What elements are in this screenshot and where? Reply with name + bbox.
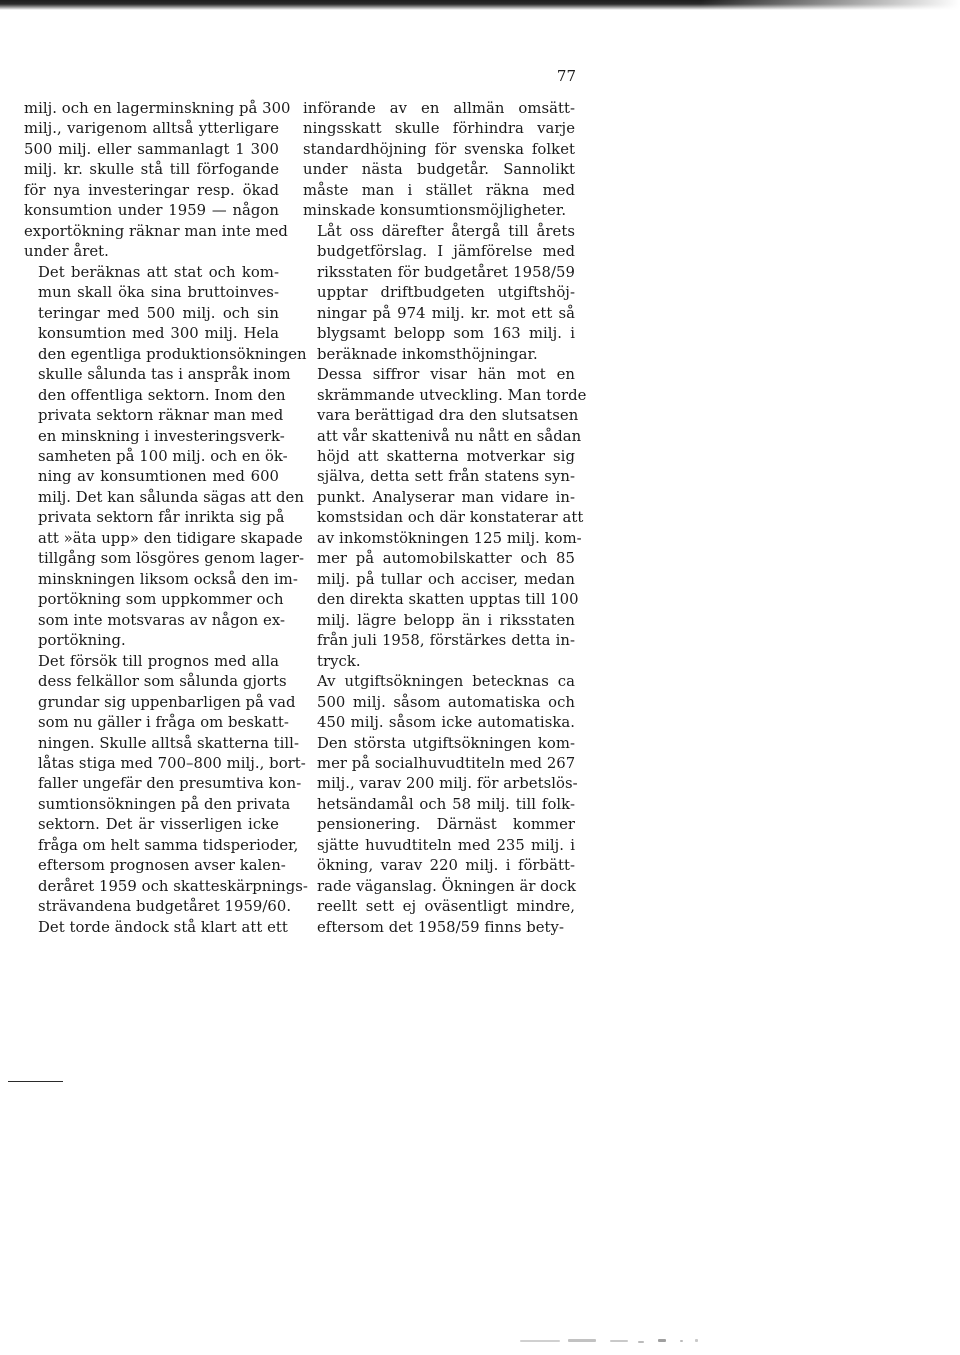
text-line: under nästa budgetår. Sannolikt xyxy=(303,161,575,179)
text-line: den direkta skatten upptas till 100 xyxy=(317,591,579,609)
text-line: ökning, varav 220 milj. i förbätt- xyxy=(317,857,575,875)
text-line: 500 milj. eller sammanlagt 1 300 xyxy=(24,140,279,158)
text-line: för nya investeringar resp. ökad xyxy=(24,181,279,199)
text-line: den offentliga sektorn. Inom den xyxy=(38,386,286,404)
text-line: tillgång som lösgöres genom lager- xyxy=(38,550,305,568)
text-line: konsumtion under 1959 — någon xyxy=(24,202,279,220)
left-column-paragraph xyxy=(24,99,291,263)
scan-specks xyxy=(520,1334,720,1348)
text-line: riksstaten för budgetåret 1958/59 xyxy=(317,263,575,281)
scan-top-edge-fade xyxy=(700,0,960,10)
left-column-paragraph xyxy=(24,652,308,939)
text-line: Det torde ändock stå klart att ett xyxy=(38,918,288,936)
text-line: under året. xyxy=(24,243,109,261)
text-line: eftersom prognosen avser kalen- xyxy=(38,857,286,875)
text-line: milj. och en lagerminskning på 300 xyxy=(24,100,291,117)
text-line: rade väganslag. Ökningen är dock xyxy=(317,877,577,895)
text-line: den egentliga produktionsökningen xyxy=(38,345,307,363)
text-line: vara berättigad dra den slutsatsen xyxy=(317,407,579,425)
text-line: 500 milj. såsom automatiska och xyxy=(317,693,575,711)
text-line: en minskning i investeringsverk- xyxy=(38,427,285,445)
text-line: minskade konsumtionsmöjligheter. xyxy=(303,202,567,220)
text-line: låtas stiga med 700–800 milj., bort- xyxy=(38,755,306,772)
text-line: Den största utgiftsökningen kom- xyxy=(317,734,575,752)
right-column-paragraph xyxy=(303,99,575,222)
text-line: 450 milj. såsom icke automatiska. xyxy=(317,714,575,732)
text-line: Av utgiftsökningen betecknas ca xyxy=(317,673,575,691)
text-line: konsumtion med 300 milj. Hela xyxy=(38,325,279,343)
text-line: punkt. Analyserar man vidare in- xyxy=(317,488,575,506)
text-line: mer på socialhuvudtiteln med 267 xyxy=(317,755,576,772)
text-line: ningen. Skulle alltså skatterna till- xyxy=(38,734,300,752)
text-line: exportökning räknar man inte med xyxy=(24,222,288,240)
text-line: som inte motsvaras av någon ex- xyxy=(38,611,285,629)
text-line: milj., varav 200 milj. för arbetslös- xyxy=(317,775,578,793)
text-line: ningar på 974 milj. kr. mot ett så xyxy=(317,304,575,322)
text-line: teringar med 500 milj. och sin xyxy=(38,304,279,322)
text-line: upptar driftbudgeten utgiftshöj- xyxy=(317,284,575,302)
text-line: strävandena budgetåret 1959/60. xyxy=(38,898,292,916)
text-line: höjd att skatterna motverkar sig xyxy=(317,447,575,465)
text-line: komstsidan och där konstaterar att xyxy=(317,509,584,527)
text-line: ningsskatt skulle förhindra varje xyxy=(303,120,575,138)
text-line: samheten på 100 milj. och en ök- xyxy=(38,447,288,465)
text-line: minskningen liksom också den im- xyxy=(38,570,298,588)
text-line: skulle sålunda tas i anspråk inom xyxy=(38,366,291,384)
text-line: pensionering. Därnäst kommer xyxy=(317,816,575,834)
text-line: Det beräknas att stat och kom- xyxy=(38,263,279,281)
text-line: mer på automobilskatter och 85 xyxy=(317,550,575,568)
text-line: faller ungefär den presumtiva kon- xyxy=(38,775,302,793)
text-line: portökning som uppkommer och xyxy=(38,591,284,609)
text-line: dess felkällor som sålunda gjorts xyxy=(38,673,287,691)
text-line: privata sektorn får inrikta sig på xyxy=(38,509,285,527)
text-line: milj. kr. skulle stå till förfogande xyxy=(24,161,279,179)
text-line: budgetförslag. I jämförelse med xyxy=(317,243,575,261)
text-line: sjätte huvudtiteln med 235 milj. i xyxy=(317,836,575,854)
footnote-rule xyxy=(8,1081,63,1082)
text-line: själva, detta sett från statens syn- xyxy=(317,468,575,486)
left-text-column xyxy=(24,99,308,938)
text-line: portökning. xyxy=(38,632,126,650)
text-line: måste man i stället räkna med xyxy=(303,181,575,199)
text-line: grundar sig uppenbarligen på vad xyxy=(38,693,296,711)
left-column-paragraph xyxy=(24,263,307,652)
text-line: Det försök till prognos med alla xyxy=(38,652,279,670)
text-line: mun skall öka sina bruttoinves- xyxy=(38,284,279,302)
text-line: från juli 1958, förstärkes detta in- xyxy=(317,632,575,650)
text-line: milj., varigenom alltså ytterligare xyxy=(24,120,279,138)
text-line: som nu gäller i fråga om beskatt- xyxy=(38,714,289,732)
text-line: privata sektorn räknar man med xyxy=(38,407,284,425)
text-line: hetsändamål och 58 milj. till folk- xyxy=(317,795,575,813)
right-text-column xyxy=(303,99,587,938)
text-line: standardhöjning för svenska folket xyxy=(303,140,575,158)
text-line: milj. på tullar och acciser, medan xyxy=(317,570,575,588)
text-line: blygsamt belopp som 163 milj. i xyxy=(317,325,575,343)
text-line: tryck. xyxy=(317,652,361,670)
text-line: deråret 1959 och skatteskärpnings- xyxy=(38,877,308,895)
text-line: fråga om helt samma tidsperioder, xyxy=(38,836,299,854)
text-line: införande av en allmän omsätt- xyxy=(303,100,575,117)
text-line: att vår skattenivå nu nått en sådan xyxy=(317,427,582,445)
text-line: av inkomstökningen 125 milj. kom- xyxy=(317,529,582,547)
page-number: 77 xyxy=(556,67,576,85)
right-column-paragraph xyxy=(303,222,575,365)
text-line: eftersom det 1958/59 finns bety- xyxy=(317,918,564,936)
text-line: Dessa siffror visar hän mot en xyxy=(317,366,575,384)
right-column-paragraph xyxy=(303,365,587,672)
text-line: Låt oss därefter återgå till årets xyxy=(317,222,575,240)
text-line: milj. lägre belopp än i riksstaten xyxy=(317,611,575,629)
text-line: milj. Det kan sålunda sägas att den xyxy=(38,488,304,506)
text-line: skrämmande utveckling. Man torde xyxy=(317,386,587,404)
text-line: ning av konsumtionen med 600 xyxy=(38,468,279,486)
right-column-paragraph xyxy=(303,672,578,938)
text-line: sektorn. Det är visserligen icke xyxy=(38,816,279,834)
text-line: beräknade inkomsthöjningar. xyxy=(317,345,538,363)
text-line: att »äta upp» den tidigare skapade xyxy=(38,529,303,547)
text-line: sumtionsökningen på den privata xyxy=(38,795,291,813)
text-line: reellt sett ej oväsentligt mindre, xyxy=(317,898,575,916)
